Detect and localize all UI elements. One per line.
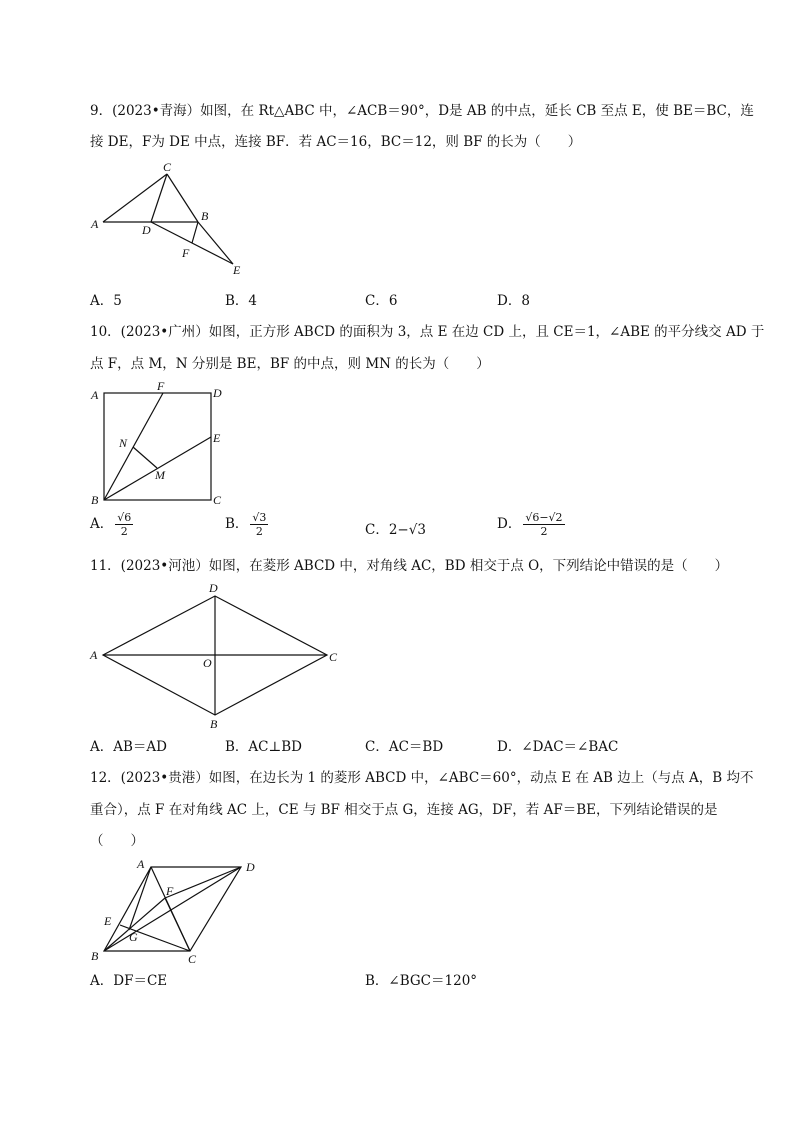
q10-option-b-prefix: B．: [225, 516, 249, 532]
q9-figure: [85, 160, 260, 280]
q10-label-M: M: [155, 468, 165, 482]
q10-stem-line1: 10．(2023•广州）如图，正方形 ABCD 的面积为 3，点 E 在边 CD 上，且 CE＝1，∠ABE 的平分线交 AD 于: [90, 324, 765, 340]
q11-stem-line1: 11．(2023•河池）如图，在菱形 ABCD 中，对角线 AC，BD 相交于点 O，下列结论中错误的是（ ）: [90, 558, 729, 574]
q12-option-a[interactable]: A．DF＝CE: [90, 973, 168, 989]
q10-label-N: N: [119, 436, 128, 450]
q12-label-F: F: [166, 884, 174, 898]
q9-option-d[interactable]: D．8: [497, 293, 530, 309]
q10-option-b-num: √3: [252, 511, 267, 524]
q11-label-B: B: [210, 717, 218, 731]
q10-option-d-den: 2: [540, 525, 548, 538]
q12-label-E: E: [104, 914, 112, 928]
q10-option-d-num: √6−√2: [525, 511, 563, 524]
q10-label-C: C: [213, 493, 222, 507]
q10-option-d-prefix: D．: [497, 516, 522, 532]
q12-label-G: G: [129, 930, 138, 944]
q10-label-F: F: [157, 380, 165, 393]
q9-label-C: C: [163, 160, 172, 174]
q11-label-C: C: [329, 650, 338, 664]
q9-label-E: E: [233, 263, 241, 277]
q10-label-B: B: [91, 493, 99, 507]
q10-option-b-fraction: [250, 511, 268, 538]
q10-option-a-fraction: [115, 511, 133, 538]
q11-option-d[interactable]: D．∠DAC＝∠BAC: [497, 739, 619, 755]
q10-option-a[interactable]: [90, 511, 133, 538]
q10-option-a-den: 2: [120, 525, 128, 538]
q9-option-a[interactable]: A．5: [90, 293, 122, 309]
q9-label-F: F: [182, 246, 190, 260]
q10-label-A: A: [91, 388, 99, 402]
q10-option-b-den: 2: [255, 525, 263, 538]
q10-label-D: D: [213, 386, 222, 400]
q11-option-b[interactable]: B．AC⊥BD: [225, 739, 302, 755]
q9-label-D: D: [142, 223, 151, 237]
q10-label-E: E: [213, 431, 221, 445]
q12-figure: [85, 855, 270, 970]
q9-label-B: B: [201, 209, 209, 223]
q12-label-B: B: [91, 949, 99, 963]
q12-label-C: C: [188, 952, 197, 966]
q12-stem-line2: 重合），点 F 在对角线 AC 上，CE 与 BF 相交于点 G，连接 AG，DF，若 AF＝BE，下列结论错误的是: [90, 802, 718, 818]
q12-stem-line1: 12．(2023•贵港）如图，在边长为 1 的菱形 ABCD 中，∠ABC＝60°，动点 E 在 AB 边上（与点 A，B 均不: [90, 770, 754, 786]
q10-option-b[interactable]: [225, 511, 268, 538]
q10-stem-line2: 点 F，点 M，N 分别是 BE，BF 的中点，则 MN 的长为（ ）: [90, 356, 490, 372]
q9-stem-line1: 9．(2023•青海）如图，在 Rt△ABC 中，∠ACB＝90°，D是 AB 的中点，延长 CB 至点 E，使 BE＝BC，连: [90, 103, 754, 119]
q10-option-c[interactable]: C．2−√3: [365, 522, 426, 538]
q11-label-D: D: [209, 582, 218, 595]
q12-label-A: A: [137, 857, 145, 871]
q11-label-A: A: [90, 648, 98, 662]
q11-label-O: O: [203, 656, 212, 670]
q11-figure: [85, 582, 345, 732]
q11-option-a[interactable]: A．AB＝AD: [90, 739, 167, 755]
q10-option-a-prefix: A．: [90, 516, 114, 532]
q11-option-c[interactable]: C．AC＝BD: [365, 739, 444, 755]
q12-option-b[interactable]: B．∠BGC＝120°: [365, 973, 478, 989]
q9-stem-line2: 接 DE，F为 DE 中点，连接 BF．若 AC＝16，BC＝12，则 BF 的长为（ ）: [90, 134, 582, 150]
q10-option-d-fraction: [523, 511, 564, 538]
q9-option-c[interactable]: C．6: [365, 293, 398, 309]
q12-label-D: D: [246, 860, 255, 874]
q12-stem-line3: （ ）: [90, 833, 144, 849]
q9-option-b[interactable]: B．4: [225, 293, 258, 309]
q9-label-A: A: [91, 217, 99, 231]
q10-option-a-num: √6: [117, 511, 132, 524]
q10-figure: [85, 380, 235, 510]
q10-option-d[interactable]: [497, 511, 565, 538]
